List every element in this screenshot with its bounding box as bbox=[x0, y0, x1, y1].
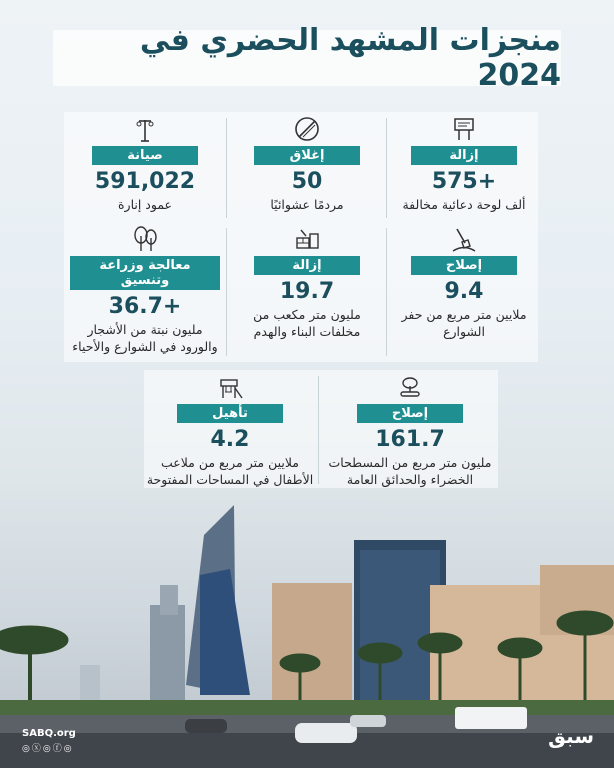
no-entry-icon bbox=[232, 114, 382, 144]
stat-card-lighting bbox=[70, 114, 220, 213]
stat-description: ملايين متر مربع من حفر الشوارع bbox=[401, 307, 527, 339]
shovel-icon bbox=[392, 224, 536, 254]
playground-icon bbox=[146, 372, 314, 402]
park-icon bbox=[326, 372, 494, 402]
category-badge: إصلاح bbox=[357, 404, 463, 423]
divider bbox=[386, 228, 387, 356]
stat-description: ملايين متر مربع من ملاعب الأطفال في المساحات المفتوحة bbox=[146, 455, 314, 487]
stat-card-plants bbox=[70, 224, 220, 355]
site-url: SABQ.org bbox=[22, 728, 76, 739]
stat-number: 36.7+ bbox=[108, 294, 182, 319]
billboard-icon bbox=[392, 114, 536, 144]
title-box bbox=[53, 23, 561, 93]
divider bbox=[318, 376, 319, 484]
page-title: منجزات المشهد الحضري في 2024 bbox=[139, 23, 561, 93]
construction-debris-icon bbox=[232, 224, 382, 254]
category-badge: إصلاح bbox=[411, 256, 517, 275]
divider bbox=[386, 118, 387, 218]
stat-number: 9.4 bbox=[444, 279, 484, 304]
stat-card-potholes bbox=[392, 224, 536, 340]
category-badge: صيانة bbox=[92, 146, 198, 165]
stat-card-debris bbox=[232, 224, 382, 340]
stat-description: مردمًا عشوائيًا bbox=[270, 197, 344, 212]
stat-card-billboards bbox=[392, 114, 536, 213]
category-badge: معالجة وزراعة وتنسيق bbox=[70, 256, 220, 290]
stat-number: 575+ bbox=[431, 169, 497, 194]
stat-number: 50 bbox=[291, 169, 323, 194]
stat-card-dumps bbox=[232, 114, 382, 213]
stat-number: 19.7 bbox=[279, 279, 335, 304]
stat-description: مليون نبتة من الأشجار والورود في الشوارع والأحياء bbox=[72, 322, 218, 354]
stat-description: ألف لوحة دعائية مخالفة bbox=[402, 197, 526, 212]
brand-logo: سبق bbox=[548, 724, 594, 748]
trees-icon bbox=[70, 224, 220, 254]
social-icons: ◎ⓧ◎ⓕ◎ bbox=[22, 744, 74, 754]
stat-number: 4.2 bbox=[210, 427, 250, 452]
stat-number: 161.7 bbox=[375, 427, 445, 452]
category-badge: إغلاق bbox=[254, 146, 360, 165]
category-badge: إزالة bbox=[254, 256, 360, 275]
divider bbox=[226, 118, 227, 218]
street-lamp-icon bbox=[70, 114, 220, 144]
stat-description: عمود إنارة bbox=[117, 197, 173, 212]
stat-number: 591,022 bbox=[94, 169, 196, 194]
stat-card-green-areas bbox=[326, 372, 494, 488]
stat-description: مليون متر مربع من المسطحات الخضراء والحدائق العامة bbox=[328, 455, 492, 487]
divider bbox=[226, 228, 227, 356]
stat-card-playgrounds bbox=[146, 372, 314, 488]
stat-description: مليون متر مكعب من مخلفات البناء والهدم bbox=[253, 307, 361, 339]
category-badge: إزالة bbox=[411, 146, 517, 165]
category-badge: تأهيل bbox=[177, 404, 283, 423]
city-skyline-image bbox=[0, 495, 614, 768]
